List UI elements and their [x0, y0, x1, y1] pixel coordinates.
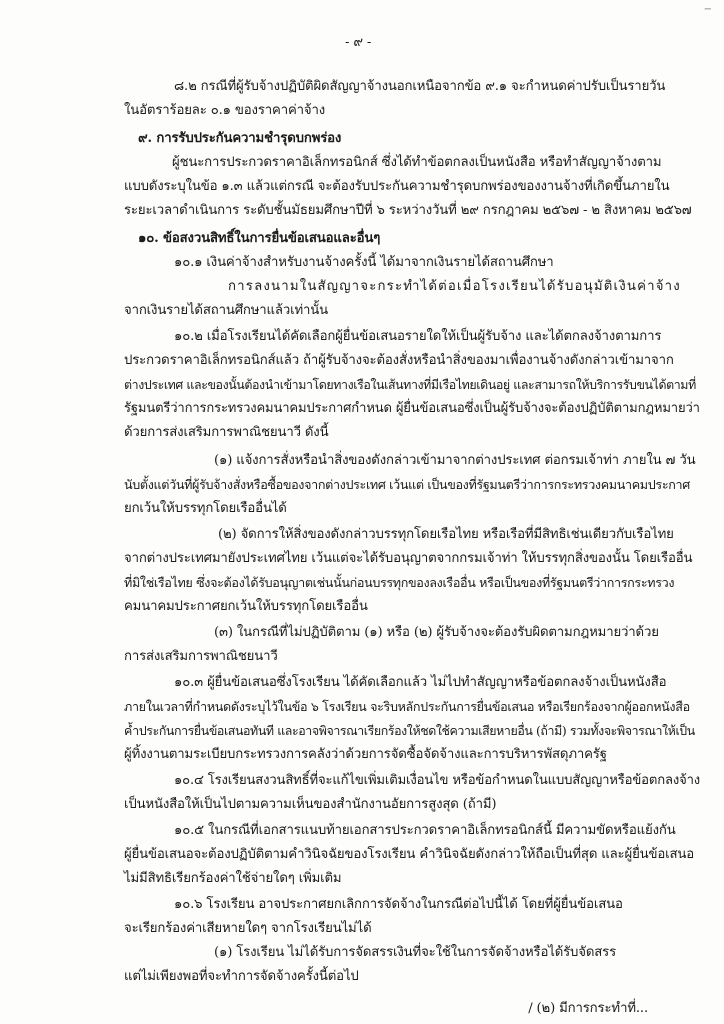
text-line: จะเรียกร้องค่าเสียหายใดๆ จากโรงเรียนไม่ได้ — [124, 921, 372, 936]
text-line: ยกเว้นให้บรรทุกโดยเรืออื่นได้ — [124, 501, 287, 516]
text-line: ๑๐.๖ โรงเรียน อาจประกาศยกเลิกการจัดจ้างในกรณีต่อไปนี้ได้ โดยที่ผู้ยื่นข้อเสนอ — [174, 897, 623, 912]
text-line: ผู้ชนะการประกวดราคาอิเล็กทรอนิกส์ ซึ่งได้ทำข้อตกลงเป็นหนังสือ หรือทำสัญญาจ้างตาม — [172, 155, 662, 170]
text-line: การลงนามในสัญญาจะกระทำได้ต่อเมื่อโรงเรียนได้รับอนุมัติเงินค่าจ้าง — [228, 279, 681, 294]
text-line: คมนาคมประกาศยกเว้นให้บรรทุกโดยเรืออื่น — [124, 599, 368, 614]
text-line: ด้วยการส่งเสริมการพาณิชยนาวี ดังนี้ — [124, 425, 329, 440]
text-line: (๑) แจ้งการสั่งหรือนำสิ่งของดังกล่าวเข้ามาจากต่างประเทศ ต่อกรมเจ้าท่า ภายใน ๗ วัน — [214, 453, 696, 468]
text-line: ระยะเวลาดำเนินการ ระดับชั้นมัธยมศึกษาปีที่ ๖ ระหว่างวันที่ ๒๙ กรกฎาคม ๒๕๖๗ - ๒ สิงหาคม ๒๕๖๗ — [124, 203, 692, 218]
text-line: ๑๐.๔ โรงเรียนสงวนสิทธิ์ที่จะแก้ไขเพิ่มเติมเงื่อนไข หรือข้อกำหนดในแบบสัญญาหรือข้อตกลงจ้าง — [174, 773, 701, 788]
text-line: แบบดังระบุในข้อ ๑.๓ แล้วแต่กรณี จะต้องรับประกันความชำรุดบกพร่องของงานจ้างที่เกิดขึ้นภายใน — [124, 179, 670, 194]
text-line: ๑๐.๑ เงินค่าจ้างสำหรับงานจ้างครั้งนี้ ได้มาจากเงินรายได้สถานศึกษา — [174, 255, 554, 270]
text-line: ต่างประเทศ และของนั้นต้องนำเข้ามาโดยทางเรือในเส้นทางที่มีเรือไทยเดินอยู่ และสามารถให้บริการรับขนได้ตามที่ — [124, 377, 696, 392]
text-line: ผู้ยื่นข้อเสนอจะต้องปฏิบัติตามคำวินิจฉัยของโรงเรียน คำวินิจฉัยดังกล่าวให้ถือเป็นที่สุด และผู้ยื่นข้อเสนอ — [124, 847, 695, 862]
section-heading: ๙. การรับประกันความชำรุดบกพร่อง — [138, 131, 342, 146]
text-line: ประกวดราคาอิเล็กทรอนิกส์แล้ว ถ้าผู้รับจ้างจะต้องสั่งหรือนำสิ่งของมาเพื่องานจ้างดังกล่าวเข้ามาจาก — [124, 353, 674, 368]
text-line: การส่งเสริมการพาณิชยนาวี — [124, 649, 278, 664]
top-mark: − — [703, 4, 712, 15]
text-line: (๓) ในกรณีที่ไม่ปฏิบัติตาม (๑) หรือ (๒) ผู้รับจ้างจะต้องรับผิดตามกฎหมายว่าด้วย — [214, 625, 659, 640]
text-line: (๑) โรงเรียน ไม่ได้รับการจัดสรรเงินที่จะใช้ในการจัดจ้างหรือได้รับจัดสรร — [214, 945, 617, 960]
text-line: แต่ไม่เพียงพอที่จะทำการจัดจ้างครั้งนี้ต่อไป — [124, 969, 359, 984]
text-line: ค้ำประกันการยื่นข้อเสนอทันที และอาจพิจารณาเรียกร้องให้ชดใช้ความเสียหายอื่น (ถ้ามี) รวมทั้งจะพิจารณาให้เป็น — [124, 723, 695, 738]
text-line: ไม่มีสิทธิเรียกร้องค่าใช้จ่ายใดๆ เพิ่มเติม — [124, 871, 342, 886]
text-line: เป็นหนังสือให้เป็นไปตามความเห็นของสำนักงานอัยการสูงสุด (ถ้ามี) — [124, 797, 497, 812]
continuation-note: / (๒) มีการกระทำที่... — [528, 1001, 648, 1016]
section-heading: ๑๐. ข้อสงวนสิทธิ์ในการยื่นข้อเสนอและอื่นๆ — [138, 231, 381, 246]
text-line: ๑๐.๓ ผู้ยื่นข้อเสนอซึ่งโรงเรียน ได้คัดเลือกแล้ว ไม่ไปทำสัญญาหรือข้อตกลงจ้างเป็นหนังสือ — [174, 675, 667, 690]
text-line: (๒) จัดการให้สิ่งของดังกล่าวบรรทุกโดยเรือไทย หรือเรือที่มีสิทธิเช่นเดียวกับเรือไทย — [218, 527, 674, 542]
text-line: จากเงินรายได้สถานศึกษาแล้วเท่านั้น — [124, 303, 328, 318]
text-line: ๘.๒ กรณีที่ผู้รับจ้างปฏิบัติผิดสัญญาจ้างนอกเหนือจากข้อ ๙.๑ จะกำหนดค่าปรับเป็นรายวัน — [174, 79, 666, 94]
page-number: - ๙ - — [345, 35, 372, 50]
text-line: ๑๐.๕ ในกรณีที่เอกสารแนบท้ายเอกสารประกวดราคาอิเล็กทรอนิกส์นี้ มีความขัดหรือแย้งกัน — [174, 823, 676, 838]
text-line: ผู้ทิ้งงานตามระเบียบกระทรวงการคลังว่าด้วยการจัดซื้อจัดจ้างและการบริหารพัสดุภาครัฐ — [124, 747, 607, 762]
text-line: รัฐมนตรีว่าการกระทรวงคมนาคมประกาศกำหนด ผู้ยื่นข้อเสนอซึ่งเป็นผู้รับจ้างจะต้องปฏิบัติตามกฎหมายว่า — [124, 401, 700, 416]
text-line: ภายในเวลาที่กำหนดดังระบุไว้ในข้อ ๖ โรงเรียน จะริบหลักประกันการยื่นข้อเสนอ หรือเรียกร้องจากผู้ออกหนังสือ — [124, 699, 690, 714]
text-line: นับตั้งแต่วันที่ผู้รับจ้างสั่งหรือซื้อของจากต่างประเทศ เว้นแต่ เป็นของที่รัฐมนตรีว่าการกระทรวงคมนาคมประกาศ — [124, 477, 690, 492]
text-line: ๑๐.๒ เมื่อโรงเรียนได้คัดเลือกผู้ยื่นข้อเสนอรายใดให้เป็นผู้รับจ้าง และได้ตกลงจ้างตามการ — [174, 329, 662, 344]
text-line: ในอัตราร้อยละ ๐.๑ ของราคาค่าจ้าง — [124, 103, 326, 118]
text-line: จากต่างประเทศมายังประเทศไทย เว้นแต่จะได้รับอนุญาตจากกรมเจ้าท่า ให้บรรทุกสิ่งของนั้น โดยเรืออื่น — [124, 551, 693, 566]
text-line: ที่มิใช่เรือไทย ซึ่งจะต้องได้รับอนุญาตเช่นนั้นก่อนบรรทุกของลงเรืออื่น หรือเป็นของที่รัฐมนตรีว่าการกระทรวง — [124, 575, 675, 590]
